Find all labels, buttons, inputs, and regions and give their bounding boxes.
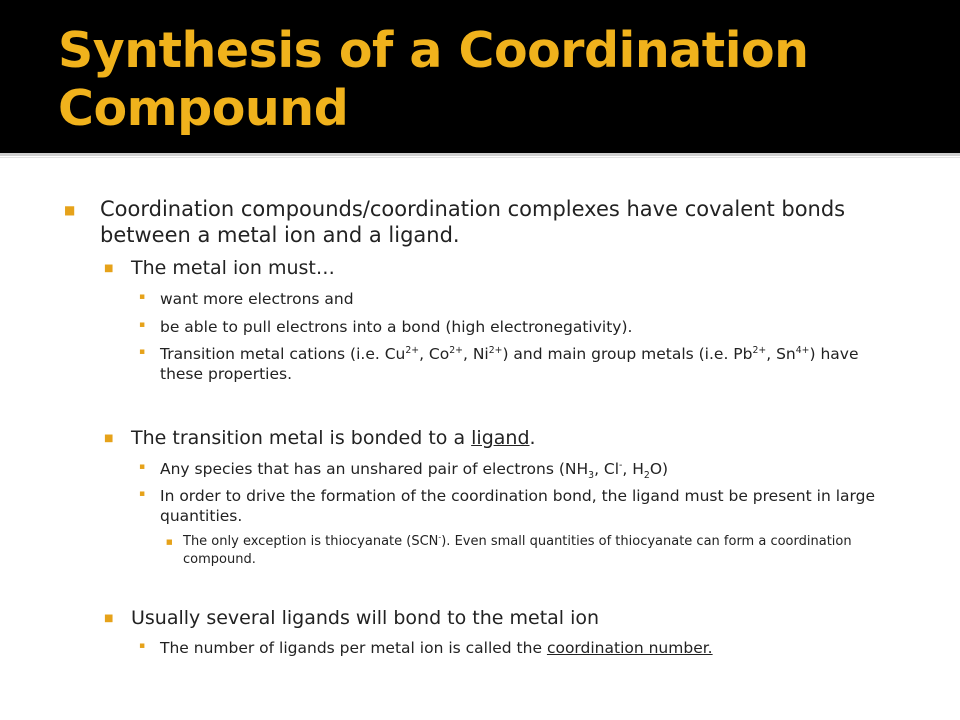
small-square-bullet-icon: ▪	[139, 462, 146, 472]
bullet-transition-metal-cations: Transition metal cations (i.e. $Cu^{2+}$, $Co^{2+}$, $Ni^{2+}$) and main group metals (i.e. $Pb^{2+}$, $Sn^{4+}$) have these properties.	[160, 344, 859, 383]
bullet-unshared-pair: Any species that has an unshared pair of electrons ($NH_3$, Cl-, $H_2O$)	[160, 459, 669, 482]
tiny-square-bullet-icon: ■	[166, 538, 173, 546]
square-bullet-icon: ■	[104, 433, 114, 444]
bullet-bonded-to-ligand: The transition metal is bonded to a ligand.	[131, 427, 536, 449]
square-bullet-icon: ■	[104, 263, 114, 274]
square-bullet-icon: ■	[104, 613, 114, 624]
bullet-thiocyanate-exception: The only exception is thiocyanate (SCN-). Even small quantities of thiocyanate can form a coordination compound.	[183, 532, 852, 567]
small-square-bullet-icon: ▪	[139, 292, 146, 302]
bullet-coordination-number: The number of ligands per metal ion is called the coordination number.	[160, 639, 713, 657]
bullet-several-ligands: Usually several ligands will bond to the metal ion	[131, 607, 600, 629]
small-square-bullet-icon: ▪	[139, 489, 146, 499]
small-square-bullet-icon: ▪	[139, 641, 146, 651]
bullet-want-more-electrons: want more electrons and	[160, 290, 354, 308]
bullet-metal-ion-must: The metal ion must…	[131, 257, 335, 279]
slide-title: Synthesis of a Coordination Compound	[58, 22, 809, 137]
bullet-large-quantities: In order to drive the formation of the coordination bond, the ligand must be present in large quantities.	[160, 487, 875, 525]
square-bullet-icon: ■	[64, 203, 76, 217]
bullet-pull-electrons: be able to pull electrons into a bond (high electronegativity).	[160, 318, 633, 336]
bullet-coordination-compounds: Coordination compounds/coordination complexes have covalent bonds between a metal ion and a ligand.	[100, 197, 846, 247]
small-square-bullet-icon: ▪	[139, 320, 146, 330]
small-square-bullet-icon: ▪	[139, 347, 146, 357]
